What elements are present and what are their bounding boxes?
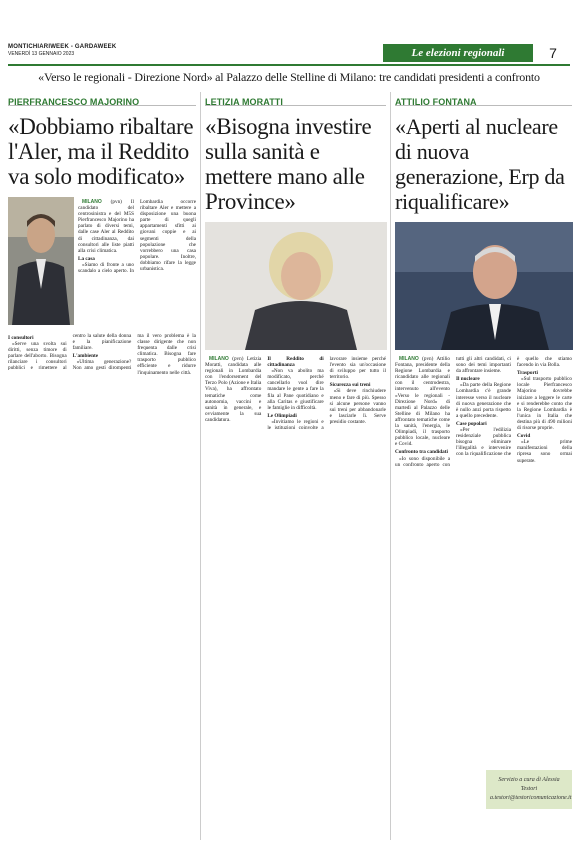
issue-date: VENERDÌ 13 GENNAIO 2023: [8, 51, 75, 57]
author-bar: [395, 92, 572, 106]
candidate-photo: [205, 222, 387, 350]
main-headline: «Verso le regionali - Direzione Nord» al Palazzo delle Stelline di Milano: tre candidati presidenti a confronto: [38, 70, 540, 84]
author-name: ATTILIO FONTANA: [395, 97, 477, 107]
subheading: Il nucleare: [456, 376, 480, 383]
header-rule: [8, 64, 570, 66]
subheading: Le Olimpiadi: [267, 412, 297, 419]
author-name: LETIZIA MORATTI: [205, 97, 283, 107]
subheading: Trasporti: [517, 370, 538, 377]
article-quote: «Bisogna investire sulla sanità e mettere mano alle Province»: [205, 114, 372, 214]
credit-author: Servizio a cura di Alessia Testori: [498, 777, 560, 792]
credit-box: [486, 770, 572, 809]
majorino-portrait-image: [8, 197, 74, 325]
subheading: Covid: [517, 433, 531, 440]
article-majorino: [8, 92, 196, 840]
subheading: L'ambiente: [72, 353, 99, 360]
fontana-portrait-image: [395, 222, 573, 350]
article-quote: «Aperti al nucleare di nuova generazione, Erp da riqualificare»: [395, 114, 565, 214]
publication-name: MONTICHIARIWEEK - GARDAWEEK: [8, 44, 117, 50]
moratti-portrait-image: [205, 222, 387, 350]
author-bar: [8, 92, 196, 106]
subheading: La casa: [78, 255, 95, 262]
article-body-continued: I consultori «Serve una svolta sui diritti, senza timore di parlare dell'aborto. Bisogna rilanciare i consultori pubblici e rimettere al centro la salute della donna e la pianificazione familiare. L'ambiente «Ultima generazione? Non amo gesti dirompenti ma il vero problema è la classe dirigente che non frequenta dalle crisi climatica. Bisogna fare trasporto pubblico efficiente e ridurre l'inquinamento nelle città.: [8, 333, 196, 376]
credit-email: a.testori@testoricomunicazione.it: [490, 795, 572, 801]
section-banner: [383, 44, 533, 62]
subheading: Confronto tra candidati: [395, 449, 448, 456]
page-number: 7: [549, 45, 557, 61]
subheading: Case popolari: [456, 420, 487, 427]
author-name: PIERFRANCESCO MAJORINO: [8, 97, 140, 107]
article-moratti: [200, 92, 386, 840]
article-body: MILANO (pvn) Il candidato del centrosinistra e del M5S Pierfrancesco Majorino ha parlato di diversi temi, dalle case Aler al Reddito di cittadinanza, dai consultori alle liste piatti alla crisi climatica. La casa «Siamo di fronte a uno scandalo a cielo aperto. In Lombardia occorre ribaltare Aler e mettere a disposizione una buona parte di quegli appartamenti sfitti ai giovani coppie e ai segmenti della popolazione che vorrebbero una casa popolare. Inoltre, dobbiamo rifare la legge urbanistica.: [78, 199, 196, 275]
article-fontana: [390, 92, 572, 840]
candidate-photo: [395, 222, 573, 350]
author-bar: [205, 92, 386, 106]
subheading: Il Reddito di cittadinanza: [267, 356, 324, 369]
article-body: MILANO (pvn) Attilio Fontana, presidente della Regione Lombardia e ricandidato alle regionali con il centrodestra, intervenuto all'evento «Verso le regionali - Direzione Nord» di martedì al Palazzo delle Stelline di Milano ha affrontato tematiche come la sanità, l'energia, le Olimpiadi, il trasporto pubblico locale, nucleare e Covid. Confronto tra candidati «Io sono disponibile a un confronto aperto con tutti gli altri candidati, ci sono dei temi importanti da affrontare insieme. Il nucleare «Da parte della Regione Lombardia c'è grande interesse verso il nucleare di nuova generazione che è nullo anzi porta rispetto a quello precedente. Case popolari «Per l'edilizia residenziale pubblica bisogna eliminare l'illegalità e intervenire con la riqualificazione che è quello che stiamo facendo in via Bolla. Trasporti «Sul trasporto pubblico locale Pierfrancesco Majorino dovrebbe iniziare a leggere le carte e si renderebbe conto che la Regione Lombardia è l'unica in Italia che destina più di 490 milioni di risorse proprie. Covid «Le prime manifestazioni della ripresa sono ormai superate.: [395, 356, 572, 468]
article-quote: «Dobbiamo ribaltare l'Aler, ma il Reddito va solo modificato»: [8, 114, 194, 189]
section-title: Le elezioni regionali: [411, 47, 505, 59]
masthead: [8, 44, 308, 57]
subheading: Sicurezza sui treni: [329, 382, 371, 389]
candidate-photo: [8, 197, 74, 325]
subheading: I consultori: [8, 335, 34, 341]
article-body: MILANO (pvn) Letizia Moratti, candidata alle regionali in Lombardia con l'endorsement del Terzo Polo (Azione e Italia Viva), ha affrontato tematiche come autonomia, vaccini e sanità in generale, e ovviamente la sua candidatura. Il Reddito di cittadinanza «Non va abolito ma modificato, perché cancellarlo vuol dire mandare le gente a fare la fila al Pane quotidiano e alla Caritas e giustificare le famiglie in difficoltà. Le Olimpiadi «Invitiamo le regioni e le istituzioni coinvolte a lavorare insieme perché l'evento sia un'occasione di sviluppo per tutto il territorio. Sicurezza sui treni «Si deve rinchiudere meno e fare di più. Spesso si alcune persone vanno sui treni per abbandonarle e lasciarle lì. Serve presidio costante.: [205, 356, 386, 432]
